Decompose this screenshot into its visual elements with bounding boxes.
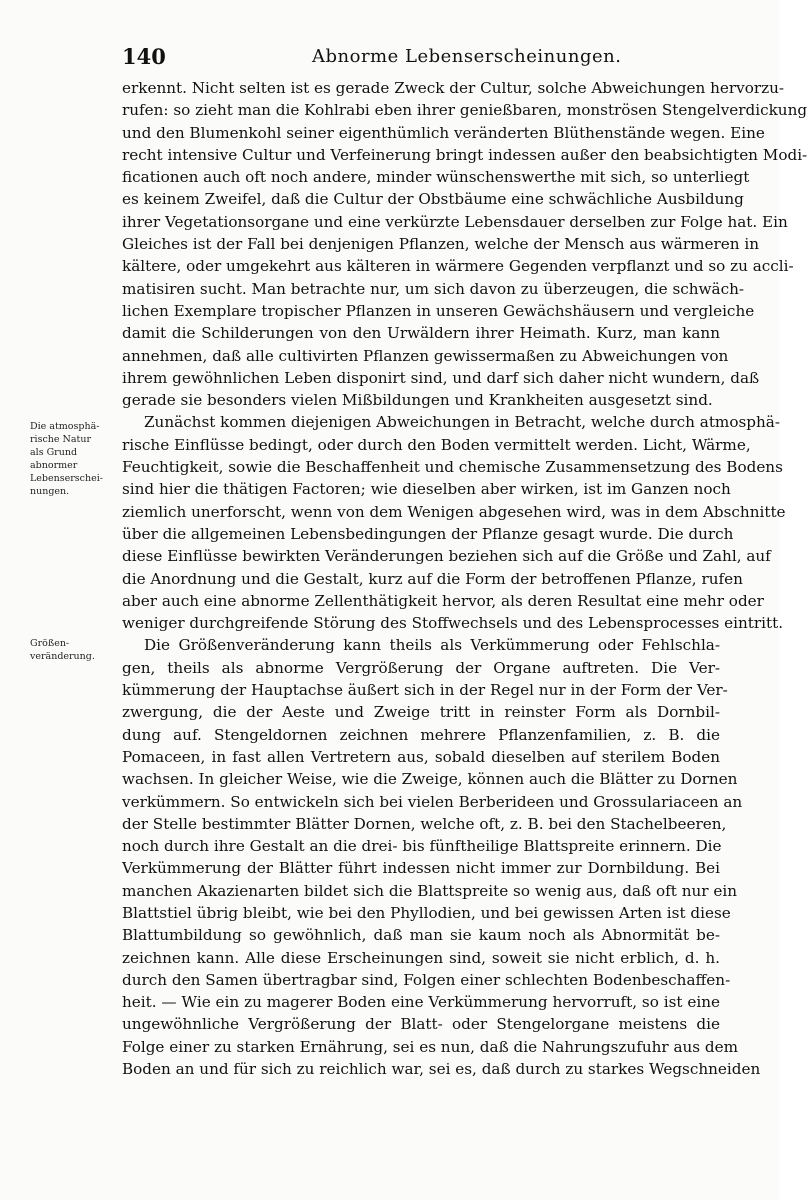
text-line: erkennt. Nicht selten ist es gerade Zweck der Cultur, solche Abweichungen hervorzu- xyxy=(122,79,785,97)
text-line: kältere, oder umgekehrt aus kälteren in wärmere Gegenden verpflanzt und so zu accli- xyxy=(122,257,794,276)
text-line: durch den Samen übertragbar sind, Folgen einer schlechten Bodenbeschaffen- xyxy=(122,970,731,989)
text-line: ungewöhnliche Vergrößerung der Blatt- oder Stengelorgane meistens die xyxy=(122,1015,720,1034)
margin-note-size-change xyxy=(30,637,114,663)
text-line: es keinem Zweifel, daß die Cultur der Obstbäume eine schwächliche Ausbildung xyxy=(122,190,744,209)
text-line: Zunächst kommen diejenigen Abweichungen in Betracht, welche durch atmosphä- xyxy=(144,413,780,432)
text-line: wachsen. In gleicher Weise, wie die Zweige, können auch die Blätter zu Dornen xyxy=(122,770,738,789)
text-line: recht intensive Cultur und Verfeinerung bringt indessen außer den beabsichtigten Modi- xyxy=(122,145,807,164)
text-line: lichen Exemplare tropischer Pflanzen in unseren Gewächshäusern und vergleiche xyxy=(122,301,755,320)
text-line: diese Einflüsse bewirkten Veränderungen beziehen sich auf die Größe und Zahl, auf xyxy=(122,547,771,566)
margin-note-line: Größen- xyxy=(30,638,70,649)
text-line: zeichnen kann. Alle diese Erscheinungen sind, soweit sie nicht erblich, d. h. xyxy=(122,948,720,967)
text-line: gerade sie besonders vielen Mißbildungen und Krankheiten ausgesetzt sind. xyxy=(122,391,713,410)
margin-note-line: rische Natur xyxy=(30,434,91,445)
text-line: kümmerung der Hauptachse äußert sich in der Regel nur in der Form der Ver- xyxy=(122,681,728,700)
text-line: Blattumbildung so gewöhnlich, daß man sie kaum noch als Abnormität be- xyxy=(122,926,720,945)
text-line: verkümmern. So entwickeln sich bei vielen Berberideen und Grossulariaceen an xyxy=(122,792,743,811)
text-line: rische Einflüsse bedingt, oder durch den Boden vermittelt werden. Licht, Wärme, xyxy=(122,435,751,454)
running-title: Abnorme Lebenserscheinungen. xyxy=(312,46,622,67)
text-line: aber auch eine abnorme Zellenthätigkeit hervor, als deren Resultat eine mehr oder xyxy=(122,591,764,610)
text-line: matisiren sucht. Man betrachte nur, um sich davon zu überzeugen, die schwäch- xyxy=(122,279,745,298)
text-line: weniger durchgreifende Störung des Stoffwechsels und des Lebensprocesses eintritt. xyxy=(122,614,784,633)
text-line: Folge einer zu starken Ernährung, sei es nun, daß die Nahrungszufuhr aus dem xyxy=(122,1037,739,1056)
text-line: zwergung, die der Aeste und Zweige tritt in reinster Form als Dornbil- xyxy=(122,703,720,722)
text-line: ihrem gewöhnlichen Leben disponirt sind, und darf sich daher nicht wundern, daß xyxy=(122,368,760,387)
text-line: ficationen auch oft noch andere, minder wünschenswerthe mit sich, so unterliegt xyxy=(122,168,750,187)
text-line: dung auf. Stengeldornen zeichnen mehrere Pflanzenfamilien, z. B. die xyxy=(122,725,720,744)
text-line: Blattstiel übrig bleibt, wie bei den Phyllodien, und bei gewissen Arten ist diese xyxy=(122,903,731,922)
text-line: ziemlich unerforscht, wenn von dem Wenigen abgesehen wird, was in dem Abschnitte xyxy=(122,502,786,521)
text-line: Boden an und für sich zu reichlich war, sei es, daß durch zu starkes Wegschneiden xyxy=(122,1060,761,1079)
margin-note-line: veränderung. xyxy=(30,651,95,662)
margin-note-atmospheric xyxy=(30,420,114,498)
text-line: heit. — Wie ein zu magerer Boden eine Verkümmerung hervorruft, so ist eine xyxy=(122,993,720,1012)
text-line: Verkümmerung der Blätter führt indessen nicht immer zur Dornbildung. Bei xyxy=(122,859,720,878)
text-line: rufen: so zieht man die Kohlrabi eben ihrer genießbaren, monströsen Stengelverdickung xyxy=(122,101,807,120)
text-line: Die Größenveränderung kann theils als Verkümmerung oder Fehlschla- xyxy=(144,636,720,655)
margin-note-line: nungen. xyxy=(30,486,70,497)
text-line: gen, theils als abnorme Vergrößerung der Organe auftreten. Die Ver- xyxy=(122,658,720,677)
text-line: Gleiches ist der Fall bei denjenigen Pflanzen, welche der Mensch aus wärmeren in xyxy=(122,235,759,254)
text-line: und den Blumenkohl seiner eigenthümlich veränderten Blüthenstände wegen. Eine xyxy=(122,123,765,142)
text-line: die Anordnung und die Gestalt, kurz auf die Form der betroffenen Pflanze, rufen xyxy=(122,569,743,588)
margin-note-line: Lebenserschei- xyxy=(30,473,103,484)
text-line: annehmen, daß alle cultivirten Pflanzen gewissermaßen zu Abweichungen von xyxy=(122,346,729,365)
text-line: ihrer Vegetationsorgane und eine verkürzte Lebensdauer derselben zur Folge hat. Ein xyxy=(122,212,788,231)
text-line: damit die Schilderungen von den Urwäldern ihrer Heimath. Kurz, man kann xyxy=(122,324,720,343)
text-line: noch durch ihre Gestalt an die drei- bis fünftheilige Blattspreite erinnern. Die xyxy=(122,837,722,856)
text-line: sind hier die thätigen Factoren; wie dieselben aber wirken, ist im Ganzen noch xyxy=(122,480,731,499)
text-line: Feuchtigkeit, sowie die Beschaffenheit und chemische Zusammensetzung des Bodens xyxy=(122,458,783,477)
page-number: 140 xyxy=(122,44,166,69)
text-line: Pomaceen, in fast allen Vertretern aus, sobald dieselben auf sterilem Boden xyxy=(122,747,720,766)
body-text xyxy=(122,77,807,1080)
margin-note-line: abnormer xyxy=(30,460,78,471)
margin-note-line: Die atmosphä- xyxy=(30,421,100,432)
margin-note-line: als Grund xyxy=(30,447,78,458)
text-line: der Stelle bestimmter Blätter Dornen, welche oft, z. B. bei den Stachelbeeren, xyxy=(122,814,727,833)
text-line: manchen Akazienarten bildet sich die Blattspreite so wenig aus, daß oft nur ein xyxy=(122,881,737,900)
text-line: über die allgemeinen Lebensbedingungen der Pflanze gesagt wurde. Die durch xyxy=(122,524,734,543)
page-header xyxy=(122,44,722,74)
